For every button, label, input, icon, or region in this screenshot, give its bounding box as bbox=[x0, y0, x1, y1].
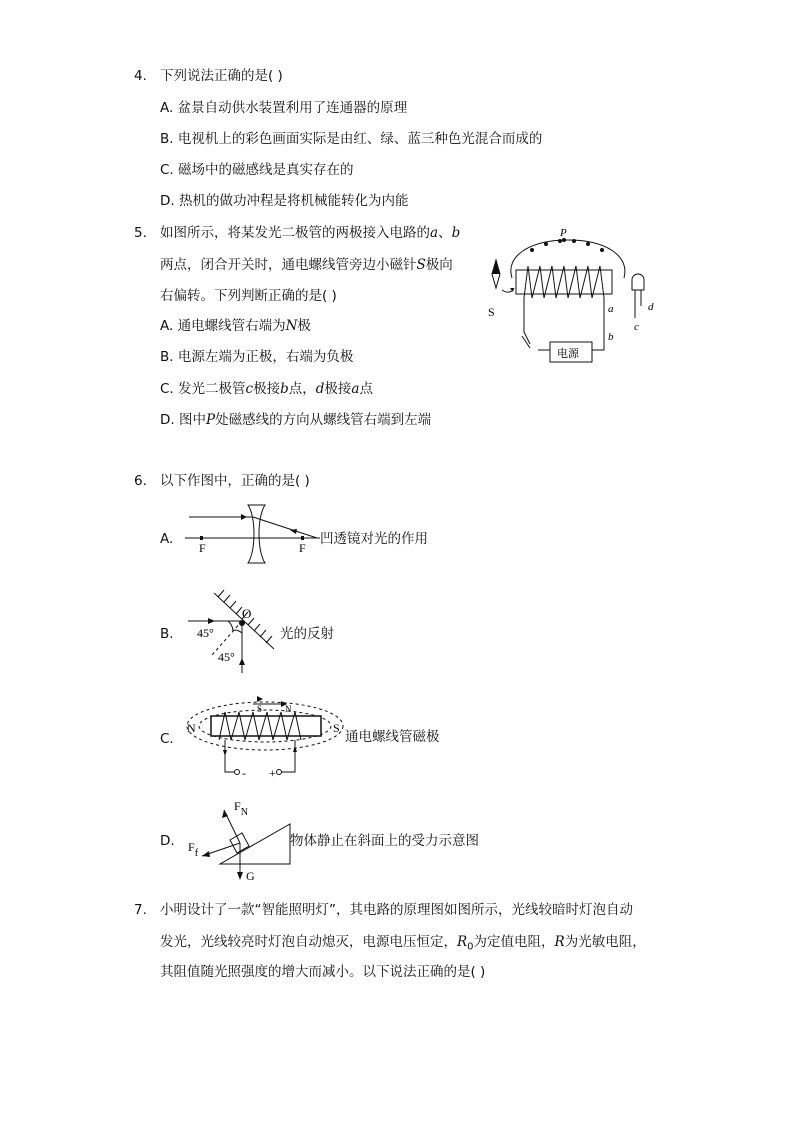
label-d: d bbox=[648, 301, 654, 313]
needle-s: S bbox=[257, 704, 263, 714]
question-stem-line2: 两点，闭合开关时，通电螺线管旁边小磁针S极向 bbox=[160, 257, 453, 273]
label-f-left: F bbox=[199, 541, 206, 555]
question-stem-line3: 其阻值随光照强度的增大而减小。以下说法正确的是( ) bbox=[160, 964, 486, 980]
label-f-right: F bbox=[299, 541, 306, 555]
question-stem-line1: 小明设计了一款“智能照明灯”，其电路的原理图如图所示，光线较暗时灯泡自动 bbox=[160, 902, 633, 918]
minus-sign: - bbox=[242, 766, 246, 780]
incline bbox=[220, 824, 290, 864]
option-a-caption: 凹透镜对光的作用 bbox=[320, 531, 428, 547]
label-ff: $F_f$ bbox=[188, 840, 199, 859]
ray-arrow bbox=[208, 618, 215, 624]
label-b: b bbox=[608, 331, 614, 343]
incline-forces-diagram bbox=[184, 796, 294, 884]
option-a-letter: A. bbox=[160, 531, 174, 547]
terminal bbox=[235, 770, 240, 775]
label-g: G bbox=[246, 869, 255, 883]
angle-arc bbox=[234, 630, 242, 633]
field-arrow bbox=[257, 696, 263, 702]
angle-label: 45° bbox=[197, 626, 214, 640]
question-stem: 下列说法正确的是( ) bbox=[160, 68, 283, 84]
wire-left bbox=[524, 298, 530, 344]
reflection-diagram bbox=[188, 585, 288, 677]
option-c: C. 发光二极管c极接b点，d极接a点 bbox=[160, 381, 373, 397]
question-stem-line3: 右偏转。下列判断正确的是( ) bbox=[160, 288, 337, 304]
ray-arrow bbox=[239, 658, 245, 665]
option-c: C. 磁场中的磁感线是真实存在的 bbox=[160, 162, 354, 178]
option-a: A. 通电螺线管右端为N极 bbox=[160, 318, 311, 334]
wire-right bbox=[281, 740, 295, 772]
option-d: D. 热机的做功冲程是将机械能转化为内能 bbox=[160, 193, 409, 209]
force-arrow bbox=[202, 851, 210, 857]
current-arrow bbox=[293, 746, 297, 752]
label-p: P bbox=[560, 227, 567, 239]
solenoid-coil bbox=[524, 266, 604, 298]
option-b: B. 电源左端为正极，右端为负极 bbox=[160, 349, 354, 365]
concave-lens bbox=[248, 505, 265, 563]
label-fn: $F_N$ bbox=[234, 799, 248, 818]
needle-n: N bbox=[285, 704, 292, 714]
plus-sign: + bbox=[269, 766, 276, 780]
option-d-caption: 物体静止在斜面上的受力示意图 bbox=[290, 833, 479, 849]
current-arrow bbox=[223, 750, 227, 756]
led-icon bbox=[632, 274, 644, 318]
refracted-ray bbox=[253, 517, 317, 538]
compass-needle bbox=[492, 260, 514, 292]
force-arrow bbox=[237, 872, 243, 880]
label-a: a bbox=[608, 303, 614, 315]
wire-right bbox=[592, 298, 604, 350]
wire-left bbox=[225, 740, 235, 772]
label-s: S bbox=[333, 721, 340, 735]
option-d-letter: D. bbox=[160, 833, 175, 849]
solenoid-circuit-figure bbox=[480, 222, 680, 372]
angle-arc bbox=[228, 621, 233, 631]
label-n: N bbox=[187, 721, 196, 735]
terminal bbox=[277, 770, 282, 775]
concave-lens-diagram bbox=[185, 505, 325, 555]
ray-arrow bbox=[241, 514, 247, 520]
question-number: 7. bbox=[134, 902, 147, 918]
question-stem-line1: 如图所示，将某发光二极管的两极接入电路的a、b bbox=[160, 225, 461, 241]
option-b-caption: 光的反射 bbox=[280, 626, 334, 642]
option-c-caption: 通电螺线管磁极 bbox=[345, 729, 440, 745]
focal-point-left bbox=[200, 536, 203, 540]
label-s: S bbox=[488, 305, 495, 319]
option-c-letter: C. bbox=[160, 731, 174, 747]
solenoid-poles-diagram bbox=[185, 690, 345, 782]
question-number: 5. bbox=[134, 225, 147, 241]
label-c: c bbox=[634, 321, 639, 333]
option-d: D. 图中P处磁感线的方向从螺线管右端到左端 bbox=[160, 412, 432, 428]
question-number: 6. bbox=[134, 473, 147, 489]
label-o: O bbox=[242, 606, 252, 621]
option-b: B. 电视机上的彩色画面实际是由红、绿、蓝三种色光混合而成的 bbox=[160, 131, 543, 147]
option-b-letter: B. bbox=[160, 626, 174, 642]
power-label: 电源 bbox=[557, 348, 579, 360]
question-stem: 以下作图中，正确的是( ) bbox=[160, 473, 310, 489]
angle-label: 45° bbox=[218, 650, 235, 664]
question-stem-line2: 发光，光线较亮时灯泡自动熄灭，电源电压恒定，$R_0$为定值电阻，R为光敏电阻， bbox=[160, 934, 646, 953]
focal-point-right bbox=[301, 536, 304, 540]
option-a: A. 盆景自动供水装置利用了连通器的原理 bbox=[160, 100, 408, 116]
question-number: 4. bbox=[134, 68, 147, 84]
magnetic-field-line bbox=[511, 240, 625, 278]
